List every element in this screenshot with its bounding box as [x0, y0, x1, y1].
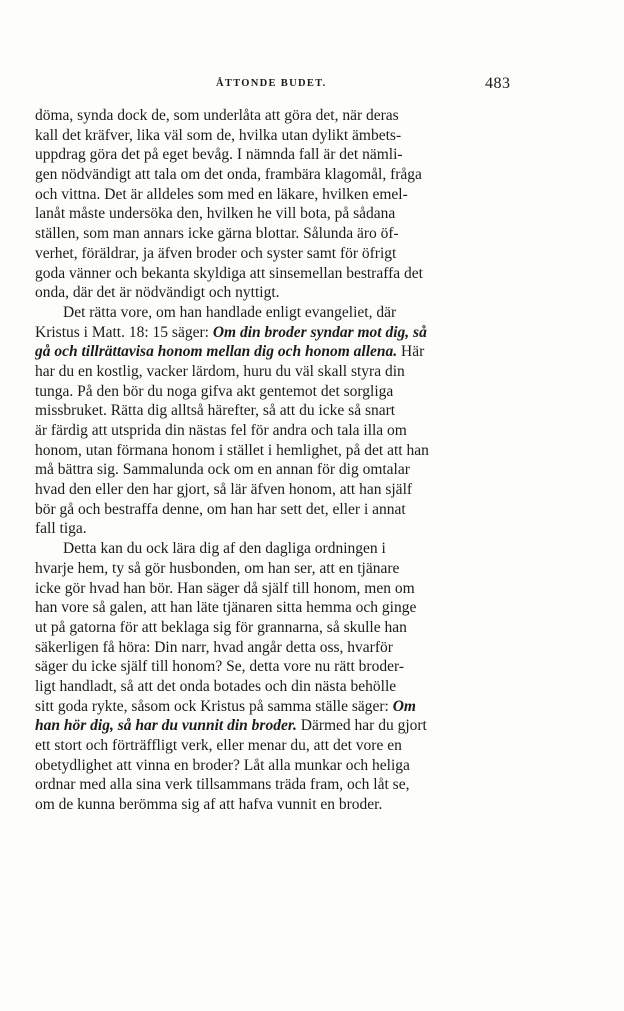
text-segment: har du en kostlig, vacker lärdom, huru du väl skall styra din	[35, 362, 405, 380]
text-line	[35, 460, 511, 480]
text-segment: icke gör hvad han bör. Han säger då själf till honom, men om	[35, 579, 415, 597]
text-segment: verhet, föräldrar, ja äfven broder och syster samt för öfrigt	[35, 244, 397, 262]
text-segment: om de kunna berömma sig af att hafva vunnit en broder.	[35, 796, 383, 814]
text-segment: uppdrag göra det på eget bevåg. I nämnda fall är det nämli-	[35, 146, 403, 164]
page-number: 483	[485, 75, 511, 92]
text-line	[35, 126, 511, 146]
text-line	[35, 677, 511, 697]
text-line	[35, 421, 511, 441]
text-line	[35, 303, 511, 323]
text-segment: Här	[397, 343, 425, 361]
text-segment: ställen, som man annars icke gärna blottar. Sålunda äro öf-	[35, 225, 399, 243]
text-segment: ordnar med alla sina verk tillsammans träda fram, och låt se,	[35, 776, 410, 794]
text-line	[35, 185, 511, 205]
text-line	[35, 342, 511, 362]
text-segment: gen nödvändigt att tala om det onda, frambära klagomål, fråga	[35, 166, 422, 184]
text-segment: säger du icke själf till honom? Se, detta vore nu rätt broder-	[35, 658, 404, 676]
text-line	[35, 480, 511, 500]
text-segment: är färdig att utsprida din nästas fel för andra och tala illa om	[35, 422, 407, 439]
quoted-scripture: Om din broder syndar mot dig, så	[212, 323, 427, 341]
text-segment: onda, där det är nödvändigt och nyttigt.	[35, 284, 280, 302]
text-line	[35, 145, 511, 165]
text-line	[35, 283, 511, 303]
text-line	[35, 165, 511, 185]
running-title: ÅTTONDE BUDET.	[216, 78, 327, 89]
text-line	[35, 519, 511, 539]
text-line	[35, 539, 511, 559]
text-line	[35, 775, 511, 795]
text-segment: Det rätta vore, om han handlade enligt evangeliet, där	[63, 303, 397, 321]
quoted-scripture: Om	[392, 697, 416, 715]
text-line	[35, 441, 511, 461]
text-segment: missbruket. Rätta dig alltså härefter, så att du icke så snart	[35, 402, 396, 420]
running-header	[0, 75, 624, 99]
text-segment: Detta kan du ock lära dig af den dagliga ordningen i	[63, 540, 386, 558]
text-line	[35, 579, 511, 599]
text-segment: goda vänner och bekanta skyldiga att sinsemellan bestraffa det	[35, 264, 423, 282]
text-line	[35, 500, 511, 520]
text-line	[35, 697, 511, 717]
text-line	[35, 244, 511, 264]
text-segment: fall tiga.	[35, 520, 87, 538]
text-line	[35, 638, 511, 658]
text-segment: sitt goda rykte, såsom ock Kristus på samma ställe säger:	[35, 697, 393, 715]
text-segment: hvarje hem, ty så gör husbonden, om han ser, att en tjänare	[35, 559, 400, 577]
text-line	[35, 736, 511, 756]
text-segment: ligt handladt, så att det onda botades och din nästa behölle	[35, 677, 397, 695]
body-text	[35, 106, 511, 815]
text-line	[35, 598, 511, 618]
text-segment: tunga. På den bör du noga gifva akt gentemot det sorgliga	[35, 382, 394, 400]
text-segment: bör gå och bestraffa denne, om han har sett det, eller i annat	[35, 500, 406, 518]
text-segment: och vittna. Det är alldeles som med en läkare, hvilken emel-	[35, 185, 408, 203]
text-segment: lanåt måste undersöka den, hvilken he vill bota, på sådana	[35, 205, 396, 223]
text-segment: obetydlighet att vinna en broder? Låt alla munkar och heliga	[35, 756, 410, 774]
text-line	[35, 618, 511, 638]
text-line	[35, 204, 511, 224]
text-segment: ett stort och förträffligt verk, eller menar du, att det vore en	[35, 737, 402, 754]
quoted-scripture: han hör dig, så har du vunnit din broder.	[35, 717, 297, 735]
text-line	[35, 401, 511, 421]
text-segment: ut på gatorna för att beklaga sig för grannarna, så skulle han	[35, 618, 407, 636]
text-segment: hvad den eller den har gjort, så lär äfven honom, att han själf	[35, 481, 413, 499]
text-line	[35, 362, 511, 382]
text-line	[35, 657, 511, 677]
text-line	[35, 716, 511, 736]
text-segment: han vore så galen, att han läte tjänaren sitta hemma och ginge	[35, 599, 417, 617]
text-segment: honom, utan förmana honom i stället i hemlighet, på det att han	[35, 441, 429, 459]
text-line	[35, 559, 511, 579]
text-segment: må bättra sig. Sammalunda ock om en annan för dig omtalar	[35, 461, 410, 479]
text-segment: säkerligen få höra: Din narr, hvad angår detta oss, hvarför	[35, 638, 393, 656]
text-segment: Kristus i Matt. 18: 15 säger:	[35, 323, 213, 341]
text-segment: kall det kräfver, lika väl som de, hvilka utan dylikt ämbets-	[35, 126, 402, 144]
text-line	[35, 382, 511, 402]
text-segment: döma, synda dock de, som underlåta att göra det, när deras	[35, 107, 399, 124]
text-line	[35, 323, 511, 343]
text-line	[35, 106, 511, 126]
text-segment: Därmed har du gjort	[296, 717, 427, 735]
quoted-scripture: gå och tillrättavisa honom mellan dig och honom allena.	[35, 343, 398, 361]
text-line	[35, 756, 511, 776]
text-line	[35, 795, 511, 815]
text-line	[35, 224, 511, 244]
text-line	[35, 264, 511, 284]
